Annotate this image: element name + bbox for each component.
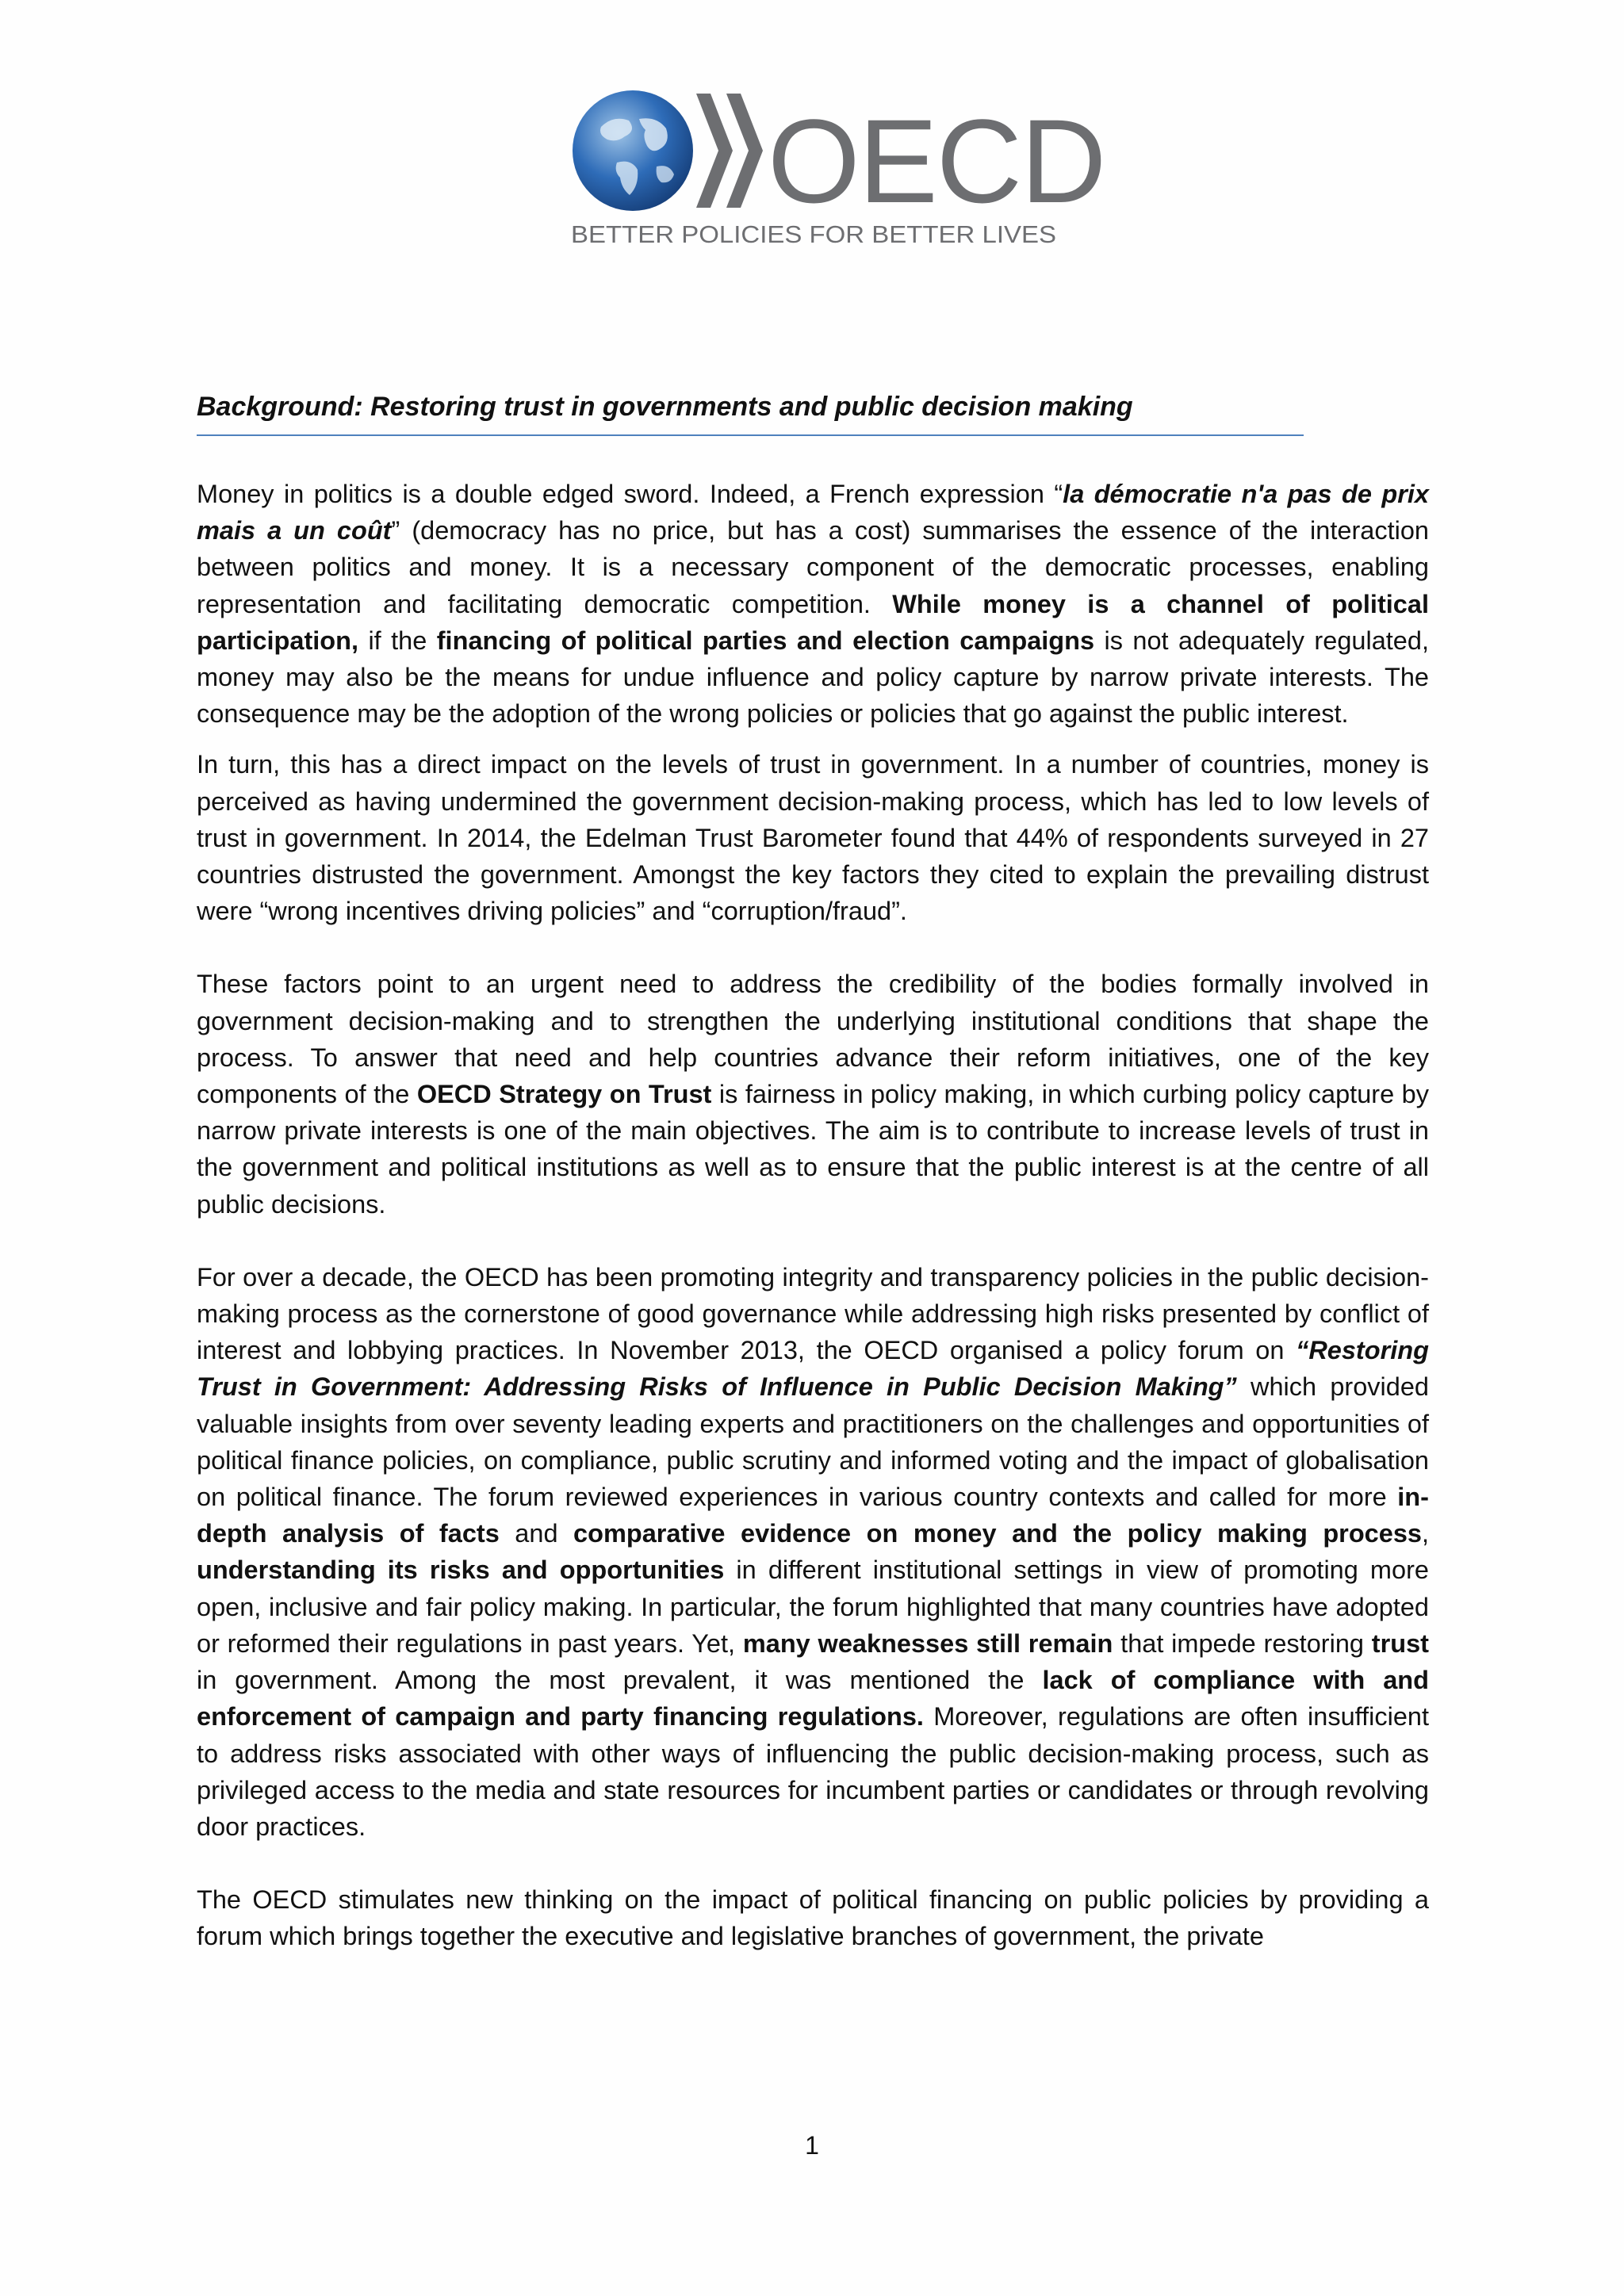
paragraph-5: The OECD stimulates new thinking on the impact of political financing on public policies by providing a forum which brings together the executive and legislative branches of government, the private [197, 1885, 1429, 1951]
forum-title: “Restoring Trust in Government: Addressing Risks of Influence in Public Decision Making” [197, 1336, 1429, 1402]
page-number: 1 [805, 2131, 819, 2160]
paragraph-2: In turn, this has a direct impact on the levels of trust in government. In a number of countries, money is perceived as having undermined the government decision-making process, which has led to low levels of trust in government. In 2014, the Edelman Trust Barometer found that 44% of respondents surveyed in 27 countries distrusted the government. Amongst the key factors they cited to explain the prevailing distrust were “wrong incentives driving policies” and “corruption/fraud”. [197, 750, 1429, 926]
logo-wordmark: OECD [768, 94, 1105, 228]
paragraph-1: Money in politics is a double edged sword. Indeed, a French expression “la démocratie n'a pas de prix mais a un coût” (democracy has no price, but has a cost) summarises the essence of the interaction between politics and money. It is a necessary component of the democratic processes, enabling representation and facilitating democratic competition. While money is a channel of political participation, if the financing of political parties and election campaigns is not adequately regulated, money may also be the means for undue influence and policy capture by narrow private interests. The consequence may be the adoption of the wrong policies or policies that go against the public interest. [197, 480, 1429, 729]
document-body [197, 476, 1429, 1992]
paragraph-3: These factors point to an urgent need to address the credibility of the bodies formally involved in government decision-making and to strengthen the underlying institutional conditions that shape the process. To answer that need and help countries advance their reform initiatives, one of the key components of the OECD Strategy on Trust is fairness in policy making, in which curbing policy capture by narrow private interests is one of the main objectives. The aim is to contribute to increase levels of trust in the government and political institutions as well as to ensure that the public interest is at the centre of all public decisions. [197, 970, 1429, 1219]
heading-underline [197, 434, 1304, 436]
logo-tagline: BETTER POLICIES FOR BETTER LIVES [571, 220, 1056, 248]
french-quote: la démocratie n'a pas de prix mais a un coût [197, 480, 1429, 545]
chevron-icon [696, 94, 763, 208]
paragraph-4: For over a decade, the OECD has been promoting integrity and transparency policies in the public decision-making process as the cornerstone of good governance while addressing high risks presented by conflict of interest and lobbying practices. In November 2013, the OECD organised a policy forum on “Restoring Trust in Government: Addressing Risks of Influence in Public Decision Making” which provided valuable insights from over seventy leading experts and practitioners on the challenges and opportunities of political finance policies, on compliance, public scrutiny and informed voting and the impact of globalisation on political finance. The forum reviewed experiences in various country contexts and called for more in-depth analysis of facts and comparative evidence on money and the policy making process, understanding its risks and opportunities in different institutional settings in view of promoting more open, inclusive and fair policy making. In particular, the forum highlighted that many countries have adopted or reformed their regulations in past years. Yet, many weaknesses still remain that impede restoring trust in government. Among the most prevalent, it was mentioned the lack of compliance with and enforcement of campaign and party financing regulations. Moreover, regulations are often insufficient to address risks associated with other ways of influencing the public decision-making process, such as privileged access to the media and state resources for incumbent parties or candidates or through revolving door practices. [197, 1262, 1429, 1841]
section-heading: Background: Restoring trust in governments and public decision making [197, 392, 1133, 422]
oecd-logo [569, 87, 1105, 250]
globe-icon [573, 90, 693, 211]
